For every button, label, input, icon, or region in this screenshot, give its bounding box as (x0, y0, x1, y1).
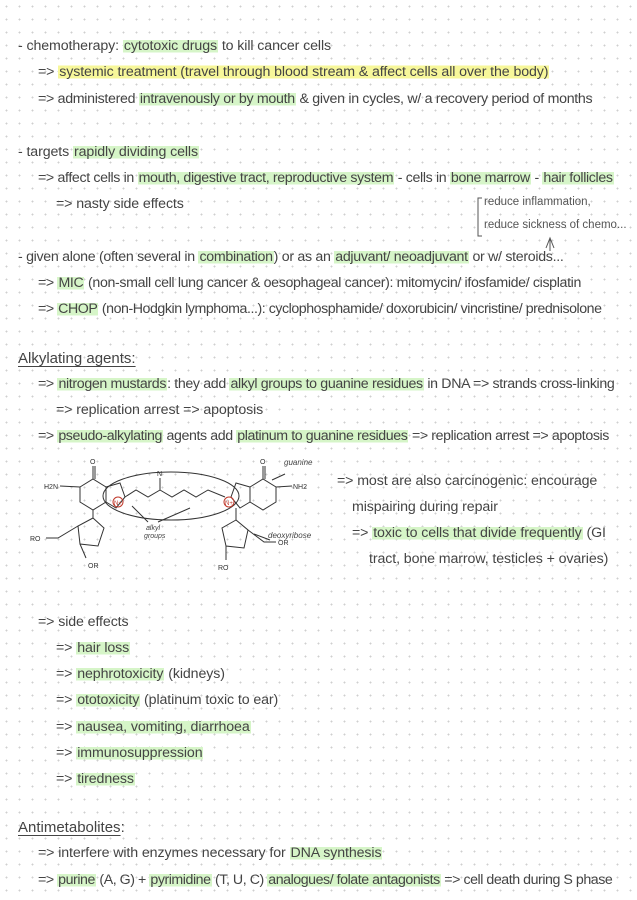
line-targets: - targets rapidly dividing cells (18, 144, 198, 160)
side-effect-item: => hair loss (56, 640, 130, 656)
label-guanine: guanine (284, 458, 313, 467)
line-systemic: => systemic treatment (travel through blood stream & affect cells all over the body) (38, 64, 549, 80)
line-affect-cells: => affect cells in mouth, digestive tract, reproductive system - cells in bone marrow - hair follicles (38, 170, 613, 186)
label-groups: groups (144, 533, 166, 540)
highlight: cytotoxic drugs (123, 38, 217, 54)
highlight-yellow: systemic treatment (travel through blood stream & affect cells all over the body) (59, 64, 549, 80)
line-interfere: => interfere with enzymes necessary for DNA synthesis (38, 845, 382, 861)
label-n-plus-right: N+ (225, 501, 233, 507)
note-line-2: reduce sickness of chemo... (484, 219, 627, 231)
highlight: rapidly dividing cells (73, 144, 198, 160)
label-alkyl: alkyl (146, 525, 161, 532)
side-effects-title: => side effects (38, 614, 129, 630)
line-chemotherapy: - chemotherapy: cytotoxic drugs to kill cancer cells (18, 38, 331, 54)
label-or-left: OR (88, 563, 99, 570)
line-nasty: => nasty side effects (56, 196, 184, 212)
line-replication-arrest: => replication arrest => apoptosis (56, 402, 264, 418)
heading-antimetabolites: Antimetabolites: (18, 819, 125, 836)
note-line-1: reduce inflammation, (484, 196, 591, 208)
line-toxic: => toxic to cells that divide frequently (GI (352, 525, 606, 541)
label-h2n: H2N (44, 484, 59, 491)
label-n-plus-left: N+ (114, 501, 122, 507)
side-effect-item: => tiredness (56, 771, 134, 787)
side-effect-item: => immunosuppression (56, 745, 203, 761)
line-pseudo-alkylating: => pseudo-alkylating agents add platinum to guanine residues => replication arrest => apoptosis (38, 428, 609, 444)
line-purine: => purine (A, G) + pyrimidine (T, U, C) analogues/ folate antagonists => cell death during S phase (38, 872, 613, 888)
line-mispairing: mispairing during repair (352, 499, 498, 515)
line-tract: tract, bone marrow, testicles + ovaries) (369, 551, 609, 567)
side-effect-item: => nephrotoxicity (kidneys) (56, 666, 225, 682)
line-carcinogenic: => most are also carcinogenic: encourage (337, 473, 598, 489)
line-administered: => administered intravenously or by mouth & given in cycles, w/ a recovery period of months (38, 91, 593, 107)
label-deoxyribose: deoxyribose (268, 531, 312, 540)
label-o-right: O (260, 459, 266, 466)
label-o-left: O (90, 459, 96, 466)
highlight: intravenously or by mouth (139, 91, 295, 107)
side-effect-item: => nausea, vomiting, diarrhoea (56, 719, 250, 735)
crosslink-structure-diagram (30, 452, 330, 590)
label-n-center: N (157, 471, 163, 478)
heading-alkylating: Alkylating agents: (18, 350, 136, 367)
side-effect-item: => ototoxicity (platinum toxic to ear) (56, 692, 279, 708)
line-nitrogen-mustards: => nitrogen mustards: they add alkyl groups to guanine residues in DNA => strands cross-linking (38, 376, 615, 392)
line-given-alone: - given alone (often several in combination) or as an adjuvant/ neoadjuvant or w/ steroids... (18, 249, 564, 265)
label-ro-right: RO (218, 565, 229, 572)
line-chop: => CHOP (non-Hodgkin lymphoma...): cyclophosphamide/ doxorubicin/ vincristine/ prednisolone (38, 301, 602, 317)
label-or-right: OR (278, 540, 289, 547)
line-mic: => MIC (non-small cell lung cancer & oesophageal cancer): mitomycin/ ifosfamide/ cisplatin (38, 275, 582, 291)
label-ro-left: RO (30, 536, 41, 543)
label-nh2: NH2 (293, 484, 308, 491)
